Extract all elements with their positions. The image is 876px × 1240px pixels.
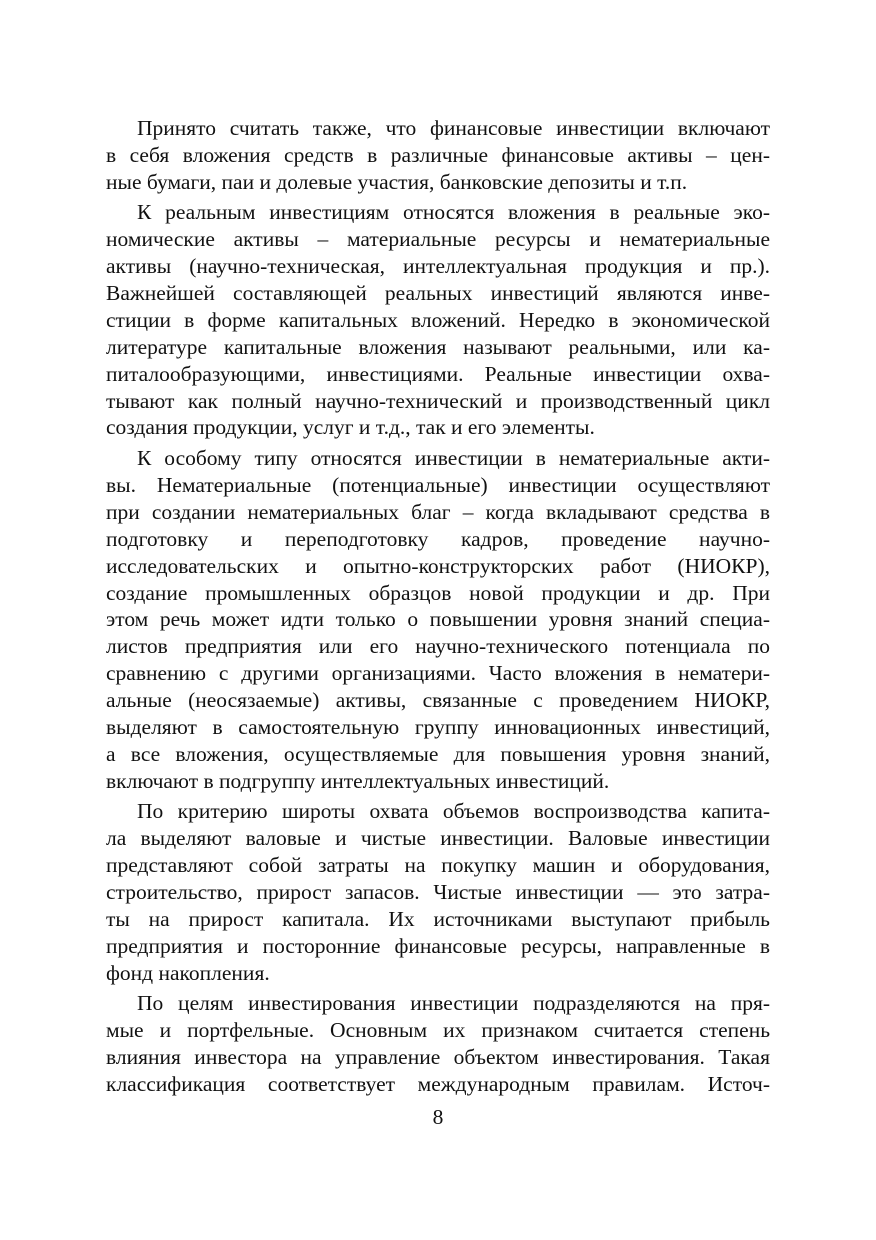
text-line: включают в подгруппу интеллектуальных инвестиций. xyxy=(106,768,610,793)
text-line: в себя вложения средств в различные финансовые активы – цен- xyxy=(106,142,770,167)
text-line: сравнению с другими организациями. Часто вложения в нематери- xyxy=(106,661,770,686)
text-line: влияния инвестора на управление объектом инвестирования. Такая xyxy=(106,1045,770,1070)
paragraph xyxy=(106,445,770,795)
text-line: строительство, прирост запасов. Чистые инвестиции — это затра- xyxy=(106,880,770,904)
text-line: создание промышленных образцов новой продукции и др. При xyxy=(106,580,770,605)
text-line: ты на прирост капитала. Их источниками выступают прибыль xyxy=(106,906,770,931)
text-line: Важнейшей составляющей реальных инвестиций являются инве- xyxy=(106,281,770,306)
text-line: Принято считать также, что финансовые инвестиции включают xyxy=(137,116,770,140)
paragraph xyxy=(106,199,770,441)
text-line: активы (научно-техническая, интеллектуальная продукция и пр.). xyxy=(106,254,770,279)
paragraph xyxy=(106,990,770,1098)
text-line: листов предприятия или его научно-технического потенциала по xyxy=(106,634,770,659)
text-line: ла выделяют валовые и чистые инвестиции. Валовые инвестиции xyxy=(106,826,770,851)
text-line: вы. Нематериальные (потенциальные) инвестиции осуществляют xyxy=(106,472,770,497)
text-line: По целям инвестирования инвестиции подразделяются на пря- xyxy=(137,991,770,1016)
text-line: предприятия и посторонние финансовые ресурсы, направленные в xyxy=(106,933,770,958)
body-text xyxy=(106,115,770,1098)
text-line: фонд накопления. xyxy=(106,960,270,985)
text-line: классификация соответствует международным правилам. Источ- xyxy=(106,1071,770,1096)
text-line: а все вложения, осуществляемые для повышения уровня знаний, xyxy=(106,741,770,766)
text-line: этом речь может идти только о повышении уровня знаний специа- xyxy=(106,607,770,632)
text-line: К особому типу относятся инвестиции в нематериальные акти- xyxy=(137,446,770,471)
text-line: номические активы – материальные ресурсы и нематериальные xyxy=(106,227,770,252)
text-line: выделяют в самостоятельную группу инновационных инвестиций, xyxy=(106,714,770,739)
paragraph xyxy=(106,798,770,986)
text-line: литературе капитальные вложения называют реальными, или ка- xyxy=(106,334,770,359)
text-line: питалообразующими, инвестициями. Реальные инвестиции охва- xyxy=(106,361,770,386)
text-line: представляют собой затраты на покупку машин и оборудования, xyxy=(106,853,770,878)
text-line: стиции в форме капитальных вложений. Нередко в экономической xyxy=(106,307,770,332)
text-line: мые и портфельные. Основным их признаком считается степень xyxy=(106,1018,770,1043)
text-line: По критерию широты охвата объемов воспроизводства капита- xyxy=(137,799,770,824)
text-line: тывают как полный научно-технический и производственный цикл xyxy=(106,388,770,413)
text-line: К реальным инвестициям относятся вложения в реальные эко- xyxy=(137,200,770,225)
text-line: альные (неосязаемые) активы, связанные с проведением НИОКР, xyxy=(106,688,770,713)
paragraph xyxy=(106,115,770,196)
text-line: исследовательских и опытно-конструкторских работ (НИОКР), xyxy=(106,553,770,578)
text-line: создания продукции, услуг и т.д., так и его элементы. xyxy=(106,415,595,440)
text-line: при создании нематериальных благ – когда вкладывают средства в xyxy=(106,499,770,524)
text-line: подготовку и переподготовку кадров, проведение научно- xyxy=(106,526,770,551)
text-line: ные бумаги, паи и долевые участия, банковские депозиты и т.п. xyxy=(106,169,688,194)
page-number: 8 xyxy=(432,1105,444,1129)
